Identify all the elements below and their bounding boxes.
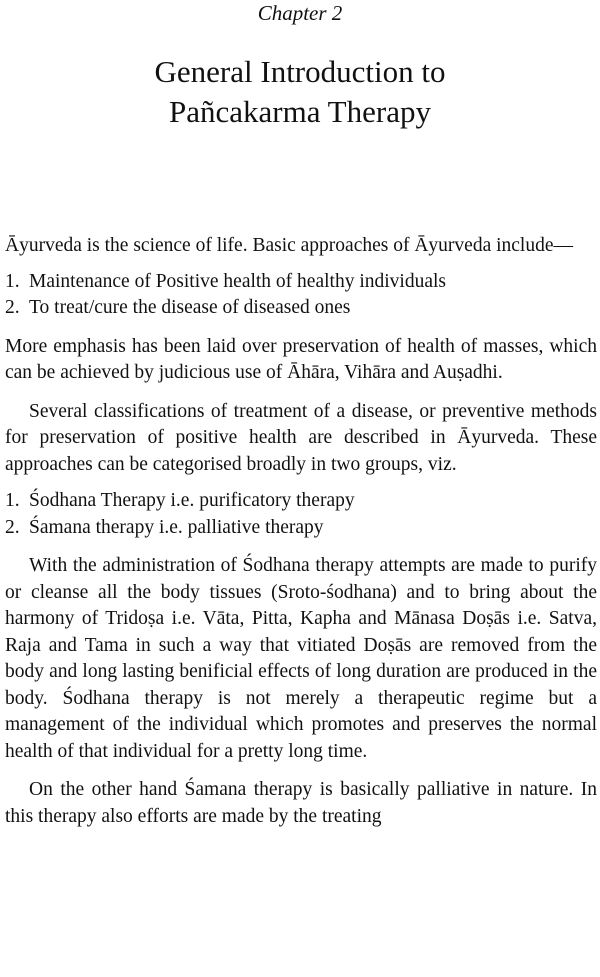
list-item-approach-2 bbox=[5, 295, 597, 322]
list-number: 1. bbox=[5, 270, 20, 292]
list-text: Śodhana Therapy i.e. purificatory therapy bbox=[29, 490, 355, 511]
chapter-title-line-2: Pañcakarma Therapy bbox=[169, 94, 431, 129]
list-number: 2. bbox=[5, 516, 20, 538]
paragraph-intro: Āyurveda is the science of life. Basic approaches of Āyurveda include— bbox=[5, 235, 573, 256]
paragraph-samana: On the other hand Śamana therapy is basically palliative in nature. In this therapy also efforts are made by the treating bbox=[5, 779, 597, 827]
body-text bbox=[5, 233, 597, 830]
list-text: To treat/cure the disease of diseased ones bbox=[29, 297, 351, 318]
list-item-approach-1 bbox=[5, 269, 597, 296]
list-number: 2. bbox=[5, 297, 20, 318]
list-item-group-1 bbox=[5, 488, 597, 515]
paragraph-emphasis: More emphasis has been laid over preservation of health of masses, which can be achieved by judicious use of Āhāra, Vihāra and Auṣadhi. bbox=[5, 335, 597, 383]
list-item-group-2 bbox=[5, 515, 597, 542]
chapter-title bbox=[0, 52, 600, 132]
paragraph-sodhana: With the administration of Śodhana therapy attempts are made to purify or cleanse all the body tissues (Sroto-śodhana) and to bring about the harmony of Tridoṣa i.e. Vāta, Pitta, Kapha and Mānasa Doṣās i.e. Satva, Raja and Tama in such a way that vitiated Doṣās are removed from the body and long lasting benificial effects of long duration are produced in the body. Śodhana therapy is not merely a therapeutic regime but a management of the individual which promotes and preserves the normal health of that individual for a pretty long time. bbox=[5, 555, 597, 762]
list-number: 1. bbox=[5, 490, 20, 511]
chapter-label: Chapter 2 bbox=[257, 1, 343, 25]
paragraph-classifications: Several classifications of treatment of a disease, or preventive methods for preservation of positive health are described in Āyurveda. These approaches can be categorised broadly in two groups, viz. bbox=[5, 400, 597, 475]
list-text: Maintenance of Positive health of healthy individuals bbox=[29, 270, 446, 292]
list-text: Śamana therapy i.e. palliative therapy bbox=[29, 516, 324, 538]
chapter-title-line-1: General Introduction to bbox=[154, 54, 446, 89]
